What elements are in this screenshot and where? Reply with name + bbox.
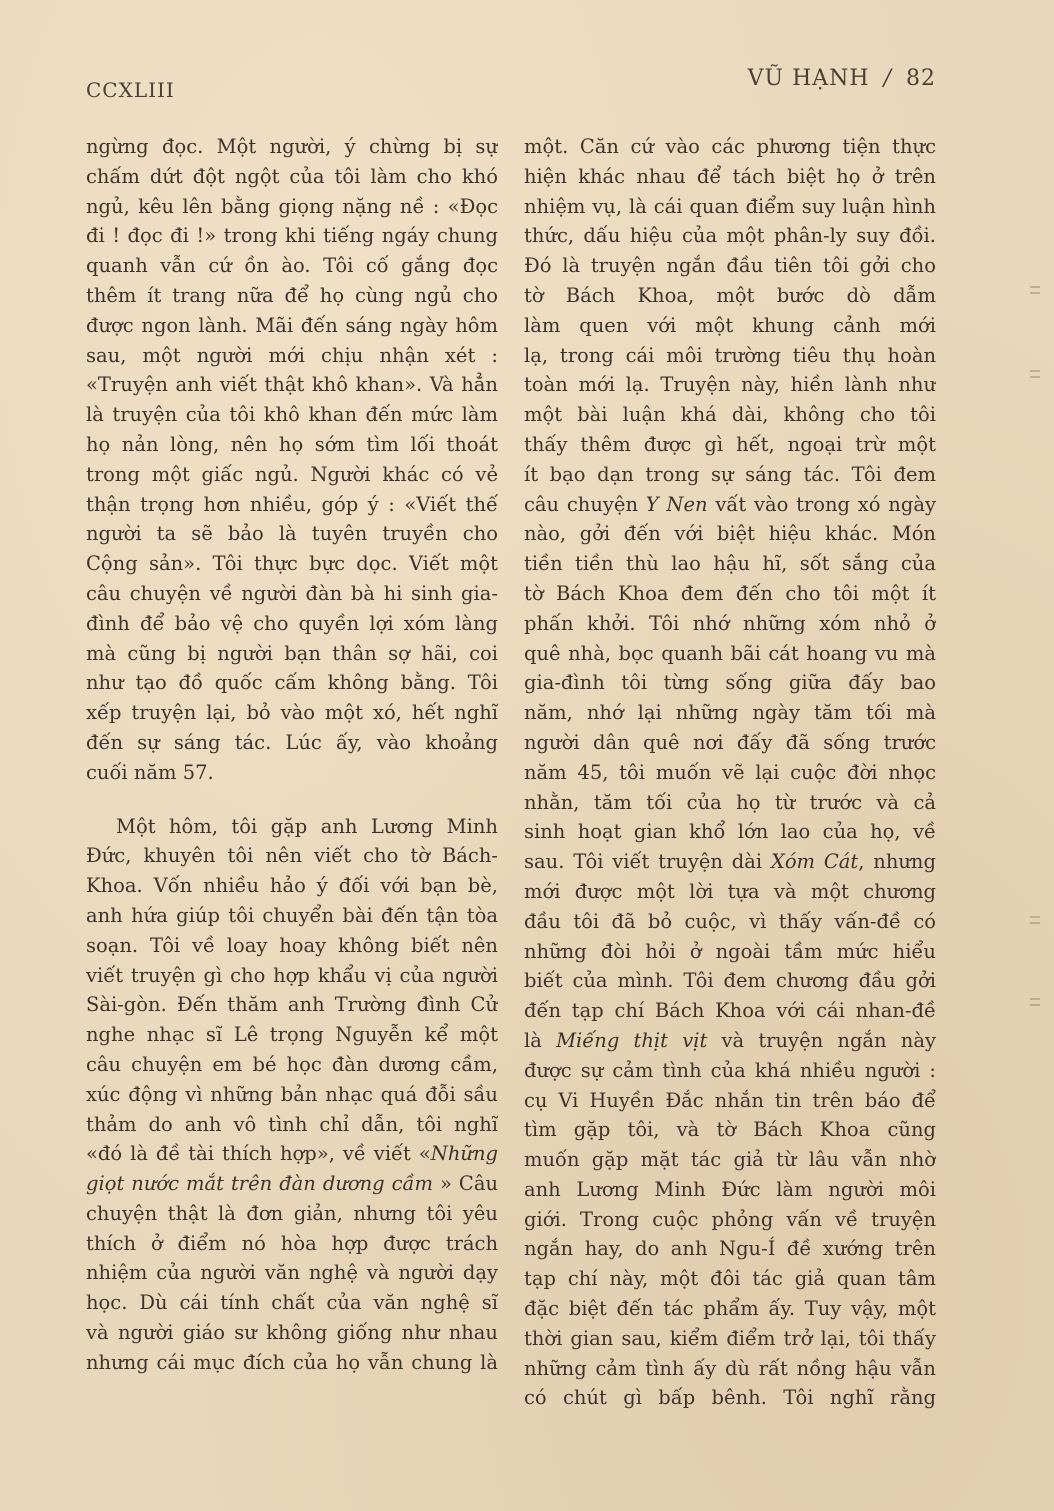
text-segment: » Câu: [433, 1172, 498, 1196]
text-line: là truyện của tôi khô khan đến mức làm: [86, 403, 498, 427]
text-line: viết truyện gì cho hợp khẩu vị của người: [86, 963, 498, 987]
text-line: Đức, khuyên tôi nên viết cho tờ Bách-: [86, 844, 498, 868]
text-line: được sự cảm tình của khá nhiều người :: [524, 1058, 936, 1082]
text-line: biết của mình. Tôi đem chương đầu gởi: [524, 969, 936, 993]
text-segment: vất vào trong xó ngày: [707, 492, 936, 516]
text-line: đến tạp chí Bách Khoa với cái nhan-đề: [524, 999, 936, 1023]
text-line: những cảm tình ấy dù rất nồng hậu vẫn: [524, 1356, 936, 1380]
right-column: [524, 132, 936, 1413]
text-line: tạp chí này, một đôi tác giả quan tâm: [524, 1267, 936, 1291]
text-segment: , nhưng: [858, 850, 936, 874]
text-line: câu chuyện em bé học đàn dương cầm,: [86, 1052, 498, 1076]
running-head: [748, 66, 936, 91]
text-line: ngắn hay, do anh Ngu-Í đề xướng trên: [524, 1237, 936, 1261]
text-line: nhiệm vụ, là cái quan điểm suy luận hình: [524, 194, 936, 218]
page-header: [0, 0, 1054, 120]
text-line: Khoa. Vốn nhiều hảo ý đối với bạn bè,: [86, 874, 498, 898]
text-line: năm, nhớ lại những ngày tăm tối mà: [524, 701, 936, 725]
text-line: nhằn, tăm tối của họ từ trước và cả: [524, 790, 936, 814]
text-line: lạ, trong cái môi trường tiêu thụ hoàn: [524, 343, 936, 367]
text-line: ngừng đọc. Một người, ý chừng bị sự: [86, 135, 498, 158]
text-line: [524, 490, 936, 520]
text-line: như tạo đồ quốc cấm không bằng. Tôi: [86, 671, 498, 695]
text-line: anh hứa giúp tôi chuyển bài đến tận tòa: [86, 903, 498, 927]
text-line: một. Căn cứ vào các phương tiện thực: [524, 135, 936, 158]
text-line: tiền tiền thù lao hậu hĩ, sốt sắng của: [524, 552, 936, 576]
story-title-italic: Xóm Cát: [770, 850, 859, 874]
text-line: nào, gởi đến với biệt hiệu khác. Món: [524, 522, 936, 546]
text-line: nghe nhạc sĩ Lê trọng Nguyễn kể một: [86, 1023, 498, 1047]
text-line: muốn gặp mặt tác giả từ lâu vẫn nhờ: [524, 1148, 936, 1172]
issue-number: CCXLIII: [86, 78, 175, 102]
binding-hole-mark: [1030, 370, 1040, 378]
text-line: người ta sẽ bảo là tuyên truyền cho: [86, 522, 498, 546]
text-line: [524, 1026, 936, 1056]
text-line: thêm ít trang nữa để họ cùng ngủ cho: [86, 283, 498, 307]
text-line: Cộng sản». Tôi thực bực dọc. Viết một: [86, 552, 498, 576]
text-line: phấn khởi. Tôi nhớ những xóm nhỏ ở: [524, 611, 936, 635]
text-line: năm 45, tôi muốn vẽ lại cuộc đời nhọc: [524, 760, 936, 784]
text-line: được ngon lành. Mãi đến sáng ngày hôm: [86, 313, 498, 337]
text-line: có chút gì bấp bênh. Tôi nghĩ rằng: [524, 1386, 936, 1410]
text-line: đầu tôi đã bỏ cuộc, vì thấy vấn-đề có: [524, 909, 936, 933]
text-line: mà cũng bị người bạn thân sợ hãi, coi: [86, 641, 498, 665]
text-line: thấy thêm được gì hết, ngoại trừ một: [524, 432, 936, 456]
text-line: Một hôm, tôi gặp anh Lương Minh: [116, 814, 498, 838]
text-line: quê nhà, bọc quanh bãi cát hoang vu mà: [524, 641, 936, 665]
text-line: trong một giấc ngủ. Người khác có vẻ: [86, 462, 498, 486]
story-title-italic: giọt nước mắt trên đàn dương cầm: [86, 1172, 434, 1196]
text-line: xếp truyện lại, bỏ vào một xó, hết nghĩ: [86, 701, 498, 725]
text-line: thời gian sau, kiểm điểm trở lại, tôi thấy: [524, 1326, 936, 1350]
text-segment: «đó là đề tài thích hợp», về viết «: [86, 1142, 431, 1166]
text-line: «Truyện anh viết thật khô khan». Và hẳn: [86, 373, 498, 397]
left-column: [86, 132, 498, 1378]
text-line: nhưng cái mục đích của họ vẫn chung là: [86, 1350, 498, 1374]
text-segment: sau. Tôi viết truyện dài: [524, 850, 771, 874]
text-line: thức, dấu hiệu của một phân-ly suy đồi.: [524, 224, 936, 248]
text-line: tờ Bách Khoa, một bước dò dẫm: [524, 283, 936, 307]
story-title-italic: Miếng thịt vịt: [556, 1028, 708, 1052]
text-line: hiện khác nhau để tách biệt họ ở trên: [524, 164, 936, 188]
text-line: toàn mới lạ. Truyện này, hiền lành như: [524, 373, 936, 397]
text-line: Sài-gòn. Đến thăm anh Trường đình Cử: [86, 993, 498, 1017]
text-line: tờ Bách Khoa đem đến cho tôi một ít: [524, 581, 936, 605]
story-title-italic: Những: [430, 1142, 498, 1166]
text-line: câu chuyện về người đàn bà hi sinh gia-: [86, 581, 498, 605]
text-line: [86, 1139, 498, 1169]
text-line: cuối năm 57.: [86, 760, 214, 784]
story-title-italic: Y Nen: [645, 492, 708, 516]
text-line: đi ! đọc đi !» trong khi tiếng ngáy chung: [86, 224, 498, 248]
text-line: thích ở điểm nó hòa hợp được trách: [86, 1231, 498, 1255]
text-line: Đó là truyện ngắn đầu tiên tôi gởi cho: [524, 254, 936, 278]
page-number: 82: [906, 66, 936, 91]
text-line: làm quen với một khung cảnh mới: [524, 313, 936, 337]
text-line: xúc động vì những bản nhạc quá đỗi sầu: [86, 1082, 498, 1106]
text-segment: là: [524, 1028, 557, 1052]
text-line: soạn. Tôi về loay hoay không biết nên: [86, 933, 498, 957]
text-line: thảm do anh vô tình chỉ dẫn, tôi nghĩ: [86, 1112, 498, 1136]
text-line: ngủ, kêu lên bằng giọng nặng nề : «Đọc: [86, 194, 498, 218]
text-line: quanh vẫn cứ ồn ào. Tôi cố gắng đọc: [86, 254, 498, 278]
binding-hole-mark: [1030, 916, 1040, 924]
text-line: những đòi hỏi ở ngoài tầm mức hiểu: [524, 939, 936, 963]
header-separator: /: [883, 66, 892, 91]
text-line: cụ Vi Huyền Đắc nhắn tin trên báo để: [524, 1088, 936, 1112]
text-line: người dân quê nơi đấy đã sống trước: [524, 730, 936, 754]
text-line: gia-đình tôi từng sống giữa đấy bao: [524, 671, 936, 695]
text-segment: và truyện ngắn này: [707, 1028, 936, 1052]
text-line: [524, 847, 936, 877]
text-line: nhiệm của người văn nghệ và người dạy: [86, 1261, 498, 1285]
text-line: mới được một lời tựa và một chương: [524, 879, 936, 903]
text-line: ít bạo dạn trong sự sáng tác. Tôi đem: [524, 462, 936, 486]
binding-hole-mark: [1030, 286, 1040, 294]
text-segment: câu chuyện: [524, 492, 646, 516]
text-line: anh Lương Minh Đức làm người môi: [524, 1177, 936, 1201]
text-line: đình để bảo vệ cho quyền lợi xóm làng: [86, 611, 498, 635]
paragraph-gap: [86, 788, 498, 812]
text-line: tìm gặp tôi, và tờ Bách Khoa cũng: [524, 1118, 936, 1142]
text-line: đặc biệt đến tác phẩm ấy. Tuy vậy, một: [524, 1297, 936, 1321]
text-line: sinh hoạt gian khổ lớn lao của họ, về: [524, 820, 936, 844]
binding-hole-mark: [1030, 998, 1040, 1006]
text-line: chuyện thật là đơn giản, nhưng tôi yêu: [86, 1201, 498, 1225]
text-line: và người giáo sư không giống như nhau: [86, 1321, 498, 1345]
text-line: [86, 1169, 498, 1199]
author-name: VŨ HẠNH: [747, 66, 870, 91]
text-line: họ nản lòng, nên họ sớm tìm lối thoát: [86, 432, 498, 456]
text-line: thận trọng hơn nhiều, góp ý : «Viết thế: [86, 492, 498, 516]
text-line: giới. Trong cuộc phỏng vấn về truyện: [524, 1207, 936, 1231]
text-line: sau, một người mới chịu nhận xét :: [86, 343, 498, 367]
text-line: học. Dù cái tính chất của văn nghệ sĩ: [86, 1291, 498, 1315]
text-line: đến sự sáng tác. Lúc ấy, vào khoảng: [86, 730, 498, 754]
text-line: một bài luận khá dài, không cho tôi: [524, 403, 936, 427]
text-line: chấm dứt đột ngột của tôi làm cho khó: [86, 164, 498, 188]
